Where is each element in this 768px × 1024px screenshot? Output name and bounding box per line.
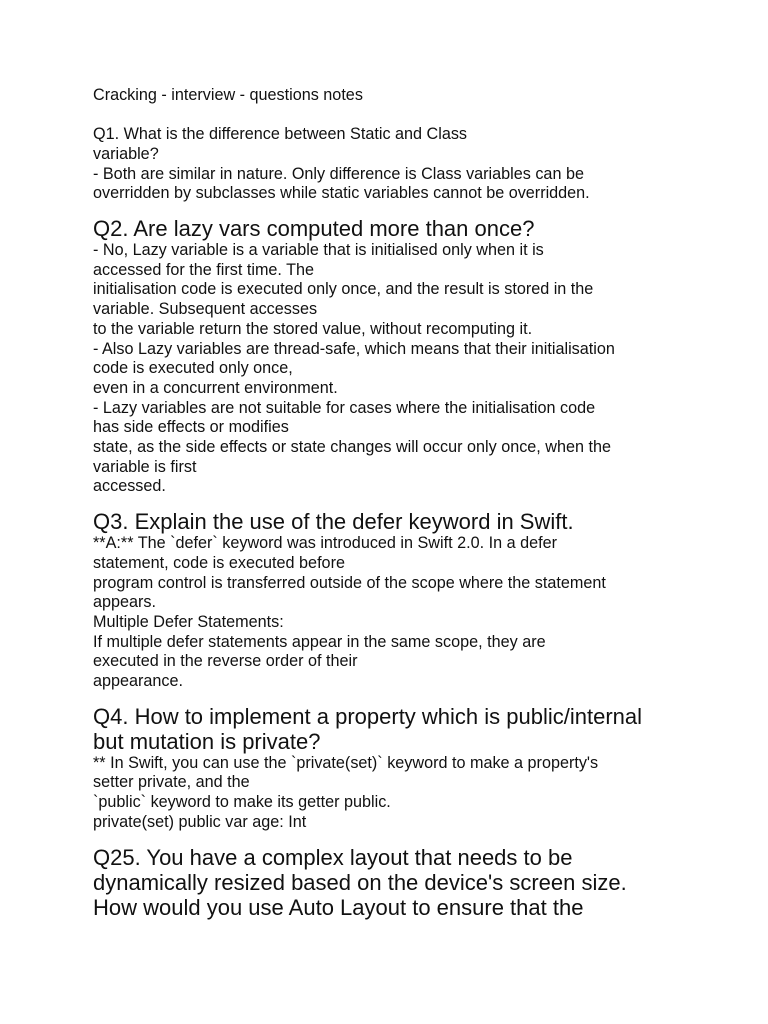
q1-line: Q1. What is the difference between Static and Class (93, 125, 468, 144)
q1-line: variable? (93, 144, 159, 163)
q3-line: **A:** The `defer` keyword was introduced in Swift 2.0. In a defer (93, 534, 557, 553)
q2-line: variable is first (93, 457, 197, 476)
q4-line: private(set) public var age: Int (93, 812, 307, 831)
q3-line: appearance. (93, 672, 184, 691)
q2-line: accessed. (93, 477, 166, 496)
q4-heading: but mutation is private? (93, 728, 321, 754)
q2-line: even in a concurrent environment. (93, 378, 338, 397)
q3-line: Multiple Defer Statements: (93, 612, 284, 631)
q2-line: state, as the side effects or state changes will occur only once, when the (93, 438, 611, 457)
q2-heading: Q2. Are lazy vars computed more than once? (93, 216, 535, 242)
q25-heading: dynamically resized based on the device's screen size. (93, 869, 627, 895)
q2-line: - Lazy variables are not suitable for cases where the initialisation code (93, 398, 596, 417)
q4-line: `public` keyword to make its getter public. (93, 793, 391, 812)
q2-line: accessed for the first time. The (93, 260, 315, 279)
q2-line: - Also Lazy variables are thread-safe, which means that their initialisation (93, 339, 615, 358)
q3-section (93, 509, 693, 692)
q4-line: ** In Swift, you can use the `private(set)` keyword to make a property's (93, 753, 599, 772)
q1-line: - Both are similar in nature. Only difference is Class variables can be (93, 164, 584, 183)
q2-line: code is executed only once, (93, 359, 293, 378)
document-title: Cracking - interview - questions notes (93, 86, 363, 104)
q4-heading: Q4. How to implement a property which is public/internal (93, 703, 643, 729)
q3-heading: Q3. Explain the use of the defer keyword in Swift. (93, 509, 574, 535)
document-page (93, 86, 693, 932)
q3-line: program control is transferred outside of the scope where the statement (93, 573, 606, 592)
q25-section (93, 845, 693, 920)
q2-line: has side effects or modifies (93, 418, 289, 437)
q25-heading: Q25. You have a complex layout that needs to be (93, 844, 573, 870)
q25-heading: How would you use Auto Layout to ensure that the (93, 894, 584, 920)
q2-line: - No, Lazy variable is a variable that is initialised only when it is (93, 241, 544, 260)
q3-line: executed in the reverse order of their (93, 652, 358, 671)
q1-line: overridden by subclasses while static variables cannot be overridden. (93, 184, 590, 203)
q4-section (93, 704, 693, 833)
q3-line: statement, code is executed before (93, 553, 345, 572)
q2-line: to the variable return the stored value, without recomputing it. (93, 319, 533, 338)
q3-line: If multiple defer statements appear in the same scope, they are (93, 632, 546, 651)
q2-line: initialisation code is executed only once, and the result is stored in the (93, 280, 594, 299)
q2-line: variable. Subsequent accesses (93, 300, 318, 319)
q1-section (93, 125, 693, 204)
q2-section (93, 216, 693, 497)
q3-line: appears. (93, 593, 156, 612)
q4-line: setter private, and the (93, 773, 250, 792)
